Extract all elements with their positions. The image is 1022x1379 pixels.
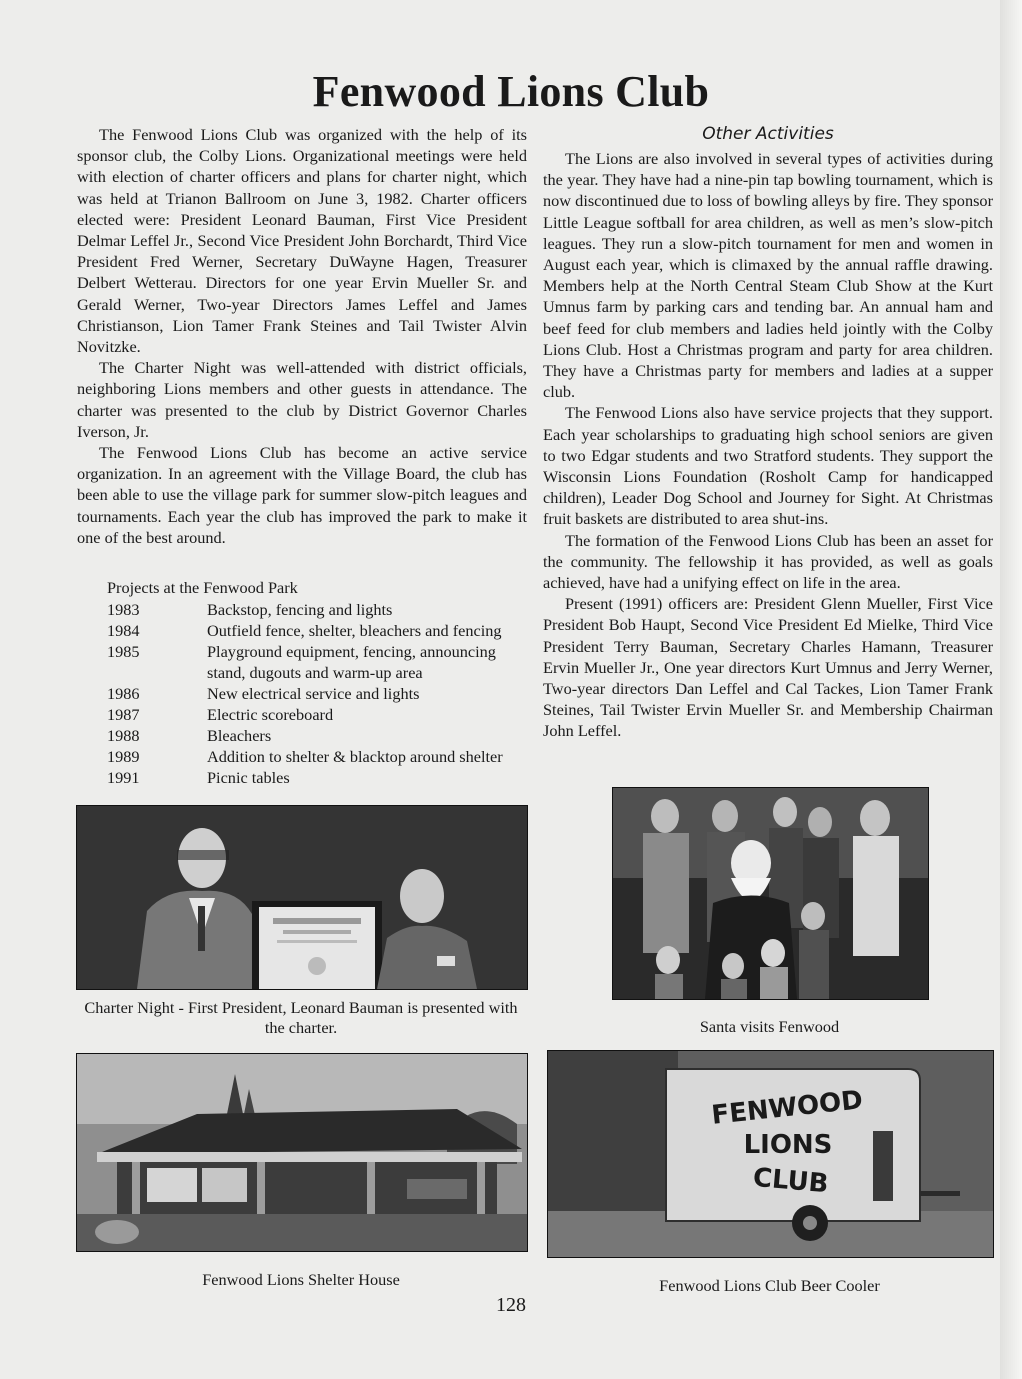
project-description: Outfield fence, shelter, bleachers and fencing bbox=[207, 621, 502, 640]
project-year: 1987 bbox=[107, 705, 140, 724]
charter-night-photo bbox=[76, 805, 528, 990]
project-year: 1988 bbox=[107, 726, 140, 745]
project-description: Bleachers bbox=[207, 726, 272, 745]
project-description: Backstop, fencing and lights bbox=[207, 600, 393, 619]
list-item bbox=[107, 767, 532, 788]
paragraph: The Fenwood Lions also have service projects that they support. Each year scholarships to graduating high school seniors are given to two Edgar students and two Stratford students. They support the Wisconsin Lions Foundation (Rosholt Camp for handicapped children), Leader Dog School and Journey for Sight. At Christmas fruit baskets are distributed to area shut-ins. bbox=[543, 403, 993, 529]
project-description: New electrical service and lights bbox=[207, 684, 420, 703]
shelter-caption: Fenwood Lions Shelter House bbox=[202, 1270, 400, 1289]
list-item bbox=[107, 704, 532, 725]
section-subheading: Other Activities bbox=[702, 124, 834, 144]
beer-cooler-caption: Fenwood Lions Club Beer Cooler bbox=[659, 1276, 880, 1295]
project-description: Addition to shelter & blacktop around shelter bbox=[207, 747, 503, 766]
paragraph: The Fenwood Lions Club was organized with the help of its sponsor club, the Colby Lions. Organizational meetings were held with election of charter officers and plans for charter night, which was held at Trianon Ballroom on June 3, 1982. Charter officers elected were: President Leonard Bauman, First Vice President Delmar Leffel Jr., Second Vice President John Borchardt, Third Vice President Fred Werner, Secretary DuWayne Hagen, Treasurer Delbert Wetterau. Directors for one year Ervin Mueller Sr. and Gerald Werner, Two-year Directors James Leffel and James Christianson, Lion Tamer Frank Steines and Tail Twister Alvin Novitzke. bbox=[77, 125, 527, 357]
project-description: Electric scoreboard bbox=[207, 705, 334, 724]
project-year: 1983 bbox=[107, 600, 140, 619]
cooler-lettering-3: CLUB bbox=[751, 1162, 830, 1200]
page-title: Fenwood Lions Club bbox=[312, 67, 710, 116]
projects-list bbox=[107, 577, 532, 788]
shelter-image bbox=[77, 1054, 527, 1251]
list-item bbox=[107, 620, 532, 641]
project-year: 1985 bbox=[107, 642, 140, 661]
page-edge bbox=[1000, 0, 1022, 1379]
right-column bbox=[543, 124, 993, 742]
santa-photo bbox=[612, 787, 929, 1000]
cooler-lettering-1: FENWOOD bbox=[710, 1085, 865, 1131]
list-item bbox=[107, 599, 532, 620]
left-column bbox=[77, 124, 527, 548]
project-year: 1984 bbox=[107, 621, 140, 640]
paragraph: The Charter Night was well-attended with district officials, neighboring Lions members and other guests in attendance. The charter was presented to the club by District Governor Charles Iverson, Jr. bbox=[77, 358, 527, 441]
shelter-photo bbox=[76, 1053, 528, 1252]
list-item bbox=[107, 746, 532, 767]
project-year: 1986 bbox=[107, 684, 140, 703]
paragraph: The formation of the Fenwood Lions Club has been an asset for the community. The fellowship it has provided, as well as goals achieved, have had a unifying effect on life in the area. bbox=[543, 530, 993, 593]
paragraph: The Lions are also involved in several types of activities during the year. They have had a nine-pin tap bowling tournament, which is now discontinued due to loss of bowling alleys by fire. They sponsor Little League softball for area children, as well as men’s slow-pitch leagues. They run a slow-pitch tournament for men and women in August each year, which is climaxed by the annual raffle drawing. Members help at the North Central Steam Club Show at the Kurt Umnus farm by parking cars and tending bar. An annual ham and beef feed for club members and ladies held jointly with the Colby Lions Club. Host a Christmas program and party for area children. They have a Christmas party for members and ladies at a supper club. bbox=[543, 149, 993, 402]
santa-caption: Santa visits Fenwood bbox=[699, 1017, 840, 1036]
santa-image bbox=[613, 788, 928, 999]
project-description: Picnic tables bbox=[207, 768, 290, 787]
page-number: 128 bbox=[496, 1294, 526, 1316]
project-year: 1991 bbox=[107, 768, 140, 787]
cooler-lettering-2: LIONS bbox=[743, 1130, 833, 1160]
project-year: 1989 bbox=[107, 747, 140, 766]
charter-night-caption: Charter Night - First President, Leonard Bauman is presented with the charter. bbox=[84, 998, 518, 1037]
charter-night-image bbox=[77, 806, 527, 989]
paragraph: The Fenwood Lions Club has become an active service organization. In an agreement with the Village Board, the club has been able to use the village park for summer slow-pitch leagues and tournaments. Each year the club has improved the park to make it one of the best around. bbox=[77, 443, 527, 547]
project-description: Playground equipment, fencing, announcing stand, dugouts and warm-up area bbox=[207, 642, 496, 682]
beer-cooler-image bbox=[548, 1051, 993, 1257]
beer-cooler-photo bbox=[547, 1050, 994, 1258]
list-item bbox=[107, 725, 532, 746]
projects-heading: Projects at the Fenwood Park bbox=[107, 578, 298, 597]
paragraph: Present (1991) officers are: President Glenn Mueller, First Vice President Bob Haupt, Second Vice President Ed Mielke, Third Vice President Terry Bauman, Secretary Charles Hamann, Treasurer Ervin Mueller Jr., One year directors Kurt Umnus and Jerry Werner, Two-year directors Dan Leffel and Cal Tackes, Lion Tamer Frank Steines, Tail Twister Ervin Mueller Sr. and Membership Chairman John Leffel. bbox=[543, 594, 993, 741]
list-item bbox=[107, 683, 532, 704]
list-item bbox=[107, 641, 532, 683]
